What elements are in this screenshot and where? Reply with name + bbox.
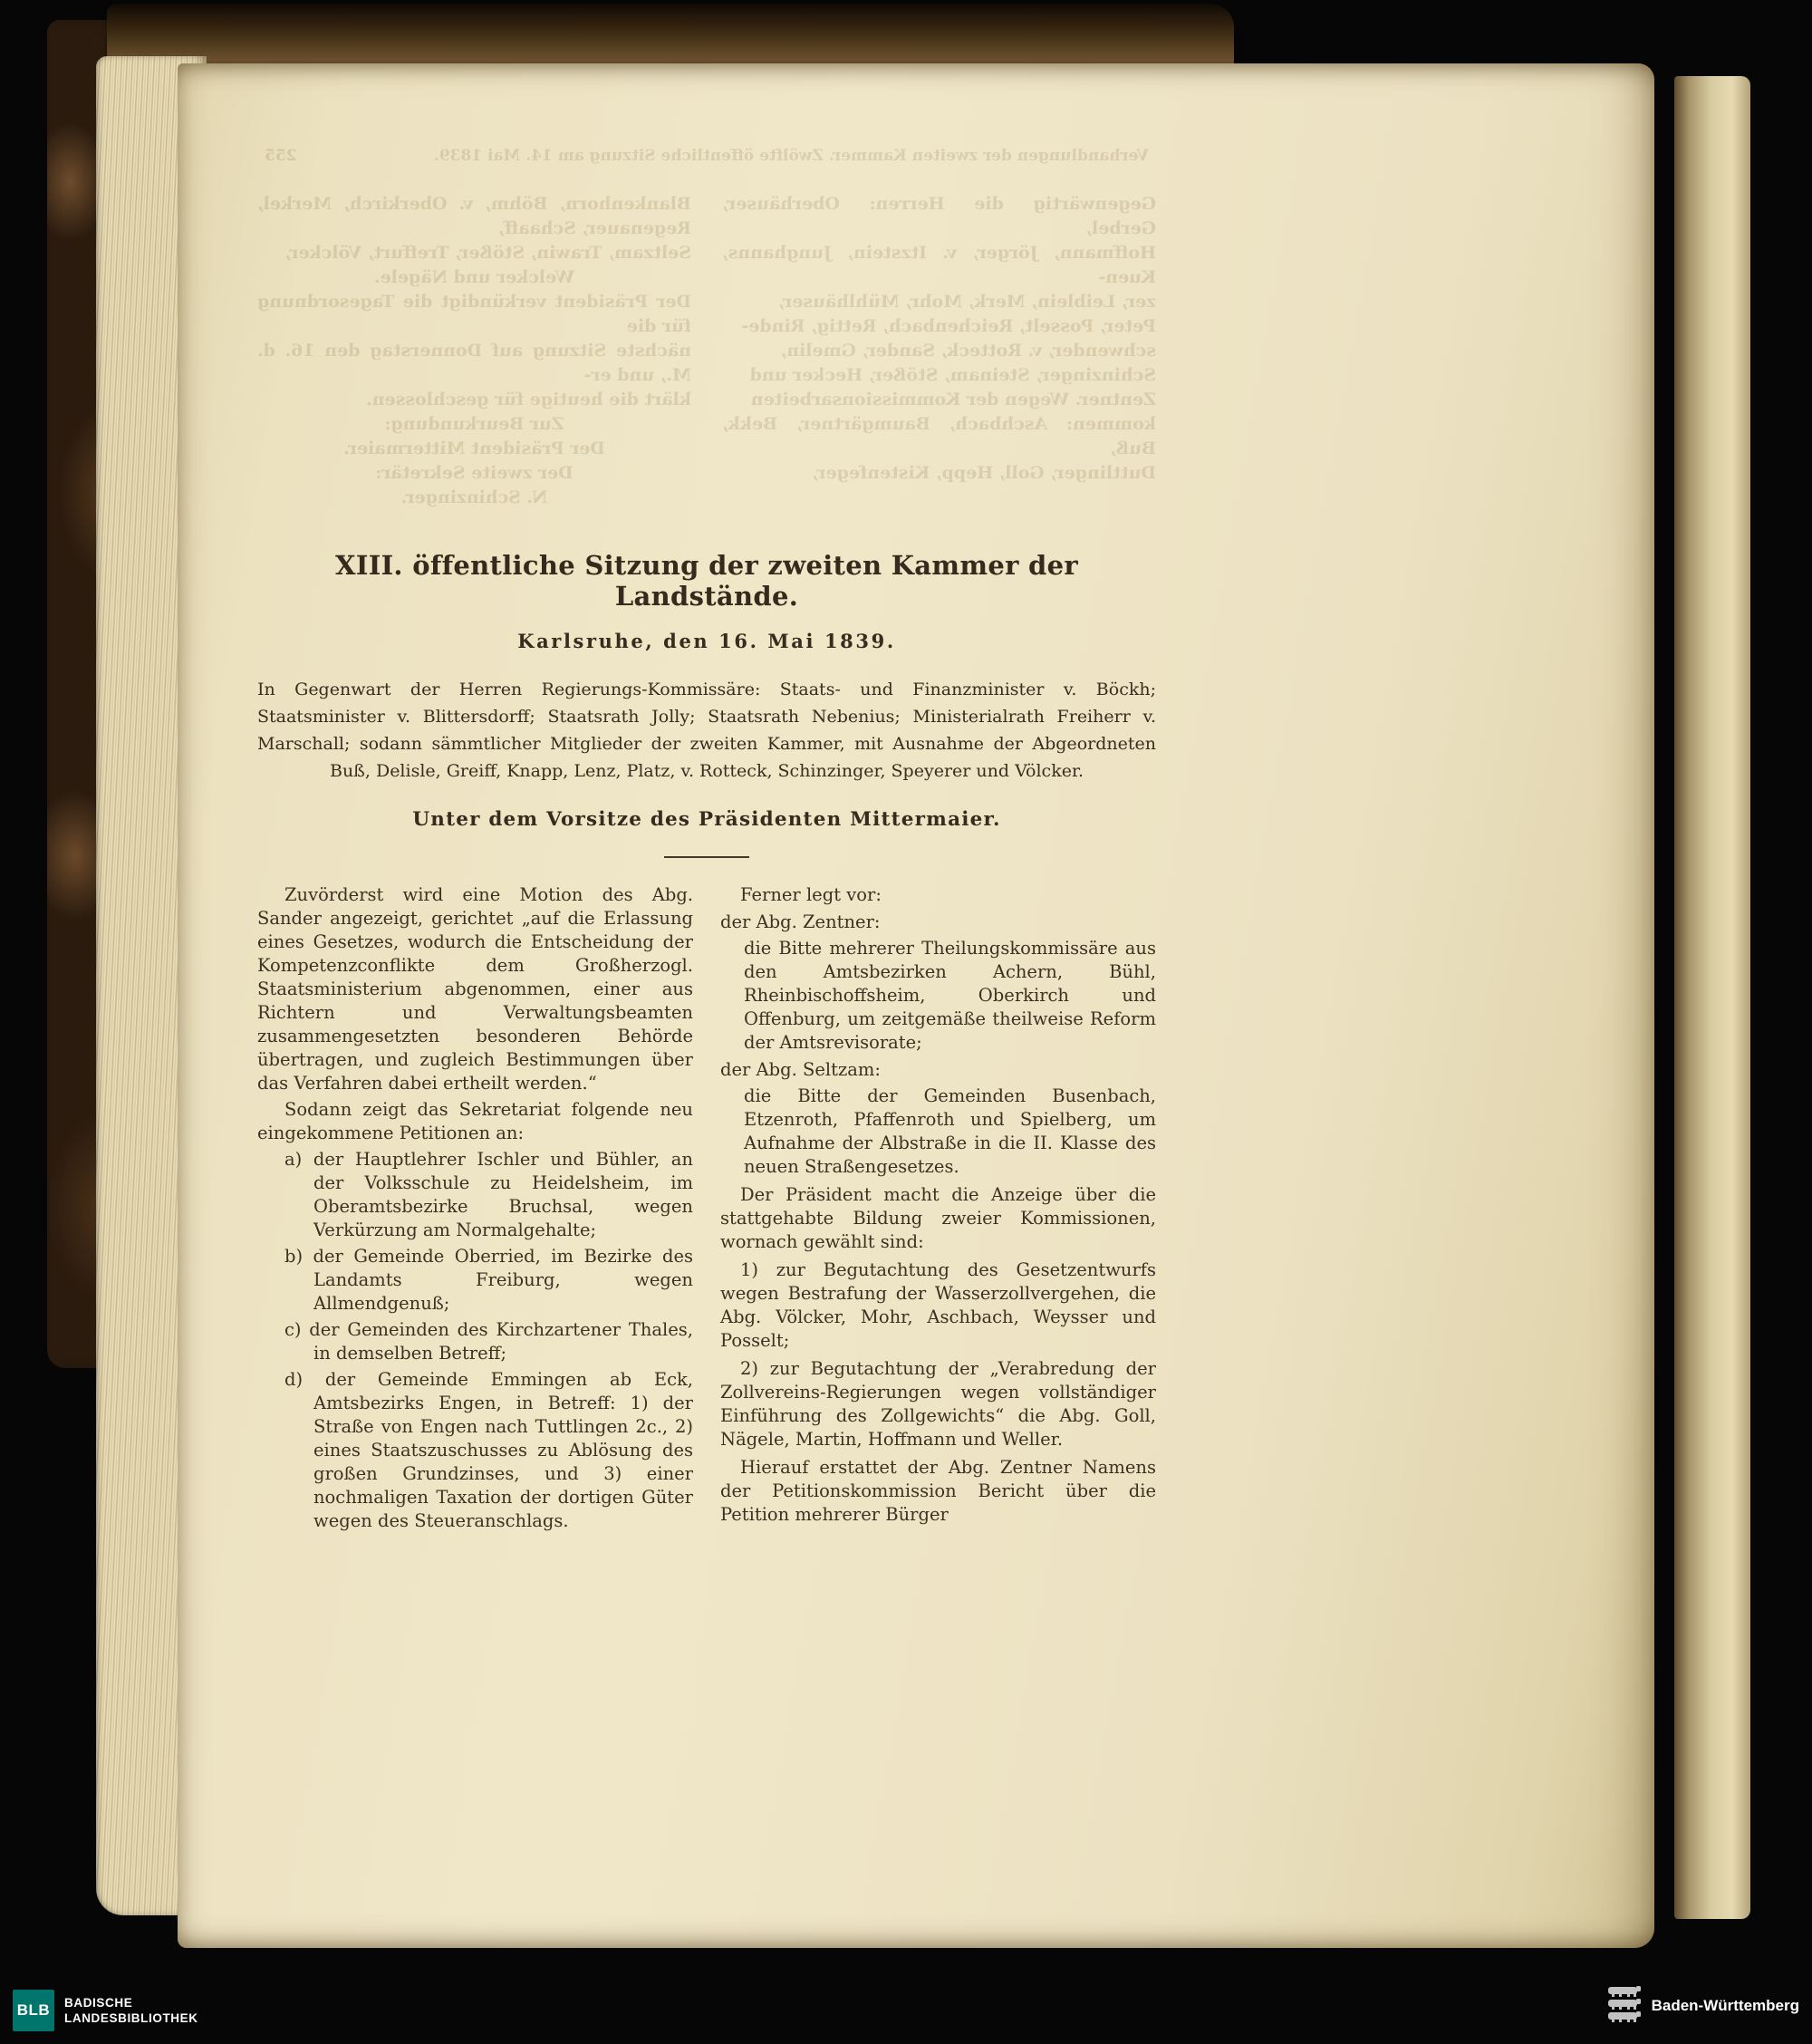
paragraph-praesident: Der Präsident macht die Anzeige über die stattgehabte Bildung zweier Kommissionen, wornach gewählt sind:: [720, 1184, 1156, 1252]
baden-wuerttemberg-coat-of-arms-icon: [1606, 1986, 1643, 2026]
petition-item-c: c) der Gemeinden des Kirchzartener Thales, in demselben Betreff;: [284, 1319, 693, 1364]
ghost-running-title: Verhandlungen der zweiten Kammer. Zwölfte öffentliche Sitzung am 14. Mai 1839.: [433, 147, 1149, 165]
ghost-columns: [257, 192, 1156, 510]
page-content: [257, 147, 1156, 1536]
paragraph-ferner: Ferner legt vor:: [740, 884, 882, 905]
ghost-line: Welcker und Nägele.: [373, 267, 575, 287]
petition-item-d: d) der Gemeinde Emmingen ab Eck, Amtsbezirks Engen, in Betreff: 1) der Straße von Engen nach Tuttlingen 2c., 2) eines Staatszuschusses zu Ablösung des großen Grundzinses, und 3) einer nochmaligen Taxation der dortigen Güter wegen des Steueranschlags.: [284, 1369, 693, 1531]
session-dateline: Karlsruhe, den 16. Mai 1839.: [517, 630, 896, 652]
petition-item-b: b) der Gemeinde Oberried, im Bezirke des Landamts Freiburg, wegen Allmendgenuß;: [284, 1246, 693, 1314]
paragraph-kommission-1: 1) zur Begutachtung des Gesetzentwurfs wegen Bestrafung der Wasserzollvergehen, die Abg. Völcker, Mohr, Aschbach, Weysser und Posselt;: [720, 1259, 1156, 1351]
ghost-line: Duttlinger, Goll, Hepp, Kistenfeger,: [812, 463, 1156, 483]
ghost-line: Der zweite Sekretär:: [375, 463, 573, 483]
paragraph-hierauf: Hierauf erstattet der Abg. Zentner Namens der Petitionskommission Bericht über die Petition mehrerer Bürger: [720, 1457, 1156, 1525]
ghost-line: Der Präsident Mittermaier.: [343, 439, 605, 458]
facing-page-edge: [1674, 76, 1750, 1919]
section-divider: [664, 856, 749, 858]
session-heading: XIII. öffentliche Sitzung der zweiten Kammer der Landstände.: [335, 550, 1078, 612]
ghost-line: Gegenwärtig die Herren: Oberhäuser, Gerbel,: [722, 194, 1156, 238]
ghost-line: nächste Sitzung auf Donnerstag den 16. d. M., und er-: [257, 341, 691, 385]
petition-seltzam: die Bitte der Gemeinden Busenbach, Etzenroth, Pfaffenroth und Spielberg, um Aufnahme der Albstraße in die II. Klasse des neuen Straßengesetzes.: [744, 1085, 1156, 1177]
ghost-line: N. Schinzinger.: [400, 487, 548, 507]
chair-line: Unter dem Vorsitze des Präsidenten Mittermaier.: [412, 808, 1001, 831]
petition-zentner: die Bitte mehrerer Theilungskommissäre aus den Amtsbezirken Achern, Bühl, Rheinbischoffsheim, Oberkirch und Offenburg, um zeitgemäße theilweise Reform der Amtsrevisorate;: [744, 938, 1156, 1053]
ghost-line: Peter, Posselt, Reichenbach, Rettig, Rinde-: [741, 316, 1156, 336]
petition-item-a: a) der Hauptlehrer Ischler und Bühler, an der Volksschule zu Heidelsheim, im Oberamtsbezirke Bruchsal, wegen Verkürzung am Normalgehalte;: [284, 1149, 693, 1240]
ghost-line: zer, Leiblein, Merk, Mohr, Mühlhäuser,: [778, 292, 1156, 312]
paragraph-motion: Zuvörderst wird eine Motion des Abg. Sander angezeigt, gerichtet „auf die Erlassung eines Gesetzes, wodurch die Entscheidung der Kompetenzconflikte dem Großherzogl. Staatsministerium abgenommen, einer aus Richtern und Verwaltungsbeamten zusammengesetzten besonderen Behörde übertragen, und zugleich Bestimmungen über das Verfahren dabei ertheilt werden.“: [257, 884, 693, 1094]
ghost-column-right: [257, 192, 691, 510]
scanned-page: [178, 63, 1654, 1948]
state-branding: [1606, 1986, 1799, 2026]
ghost-line: kommen: Aschbach, Baumgärtner, Bekk, Buß,: [722, 414, 1156, 458]
left-column: [257, 883, 693, 1536]
ghost-line: klärt die heutige für geschlossen.: [366, 390, 691, 410]
two-column-body: [257, 883, 1156, 1536]
library-name-line2: LANDESBIBLIOTHEK: [64, 2011, 198, 2025]
library-name: [64, 1995, 198, 2026]
blb-logo: BLB: [13, 1990, 54, 2031]
ghost-line: Blankenhorn, Böhm, v. Oberkirch, Merkel, Regenauer, Schaaff,: [257, 194, 691, 238]
paragraph-kommission-2: 2) zur Begutachtung der „Verabredung der Zollvereins-Regierungen wegen vollständiger Einführung des Zollgewichts“ die Abg. Goll, Nägele, Martin, Hoffmann und Weller.: [720, 1358, 1156, 1450]
ghost-column-left: [722, 192, 1156, 510]
ghost-line: Seltzam, Trawin, Stößer, Treffurt, Völcker,: [284, 243, 691, 263]
label-abg-seltzam: der Abg. Seltzam:: [720, 1059, 881, 1080]
ghost-running-head: [257, 147, 1156, 165]
state-name: Baden-Württemberg: [1651, 1997, 1799, 2014]
ghost-line: schwender, v. Rotteck, Sander, Gmelin,: [780, 341, 1156, 361]
paragraph-petitions-intro: Sodann zeigt das Sekretariat folgende neu eingekommene Petitionen an:: [257, 1099, 693, 1143]
attendance-paragraph: In Gegenwart der Herren Regierungs-Kommissäre: Staats- und Finanzminister v. Böckh; Staatsminister v. Blittersdorff; Staatsrath Jolly; Staatsrath Nebenius; Ministerialrath Freiherr v. Marschall; sodann sämmtlicher Mitglieder der zweiten Kammer, mit Ausnahme der Abgeordneten Buß, Delisle, Greiff, Knapp, Lenz, Platz, v. Rotteck, Schinzinger, Speyerer und Völcker.: [257, 680, 1156, 781]
ink-bleedthrough: [257, 147, 1156, 510]
library-branding: [13, 1990, 198, 2031]
ghost-line: Hoffmann, Jörger, v. Itzstein, Junghanns, Kuen-: [722, 243, 1156, 287]
library-name-line1: BADISCHE: [64, 1996, 133, 2010]
right-column: [720, 883, 1156, 1536]
label-abg-zentner: der Abg. Zentner:: [720, 911, 881, 932]
ghost-line: Zentner. Wegen der Kommissionsarbeiten: [750, 390, 1156, 410]
ghost-line: Der Präsident verkündigt die Tagesordnung für die: [257, 292, 691, 336]
ghost-line: Schinzinger, Steinam, Stößer, Hecker und: [749, 365, 1156, 385]
ghost-line: Zur Beurkundung:: [384, 414, 564, 434]
ghost-page-number: 255: [265, 147, 297, 165]
